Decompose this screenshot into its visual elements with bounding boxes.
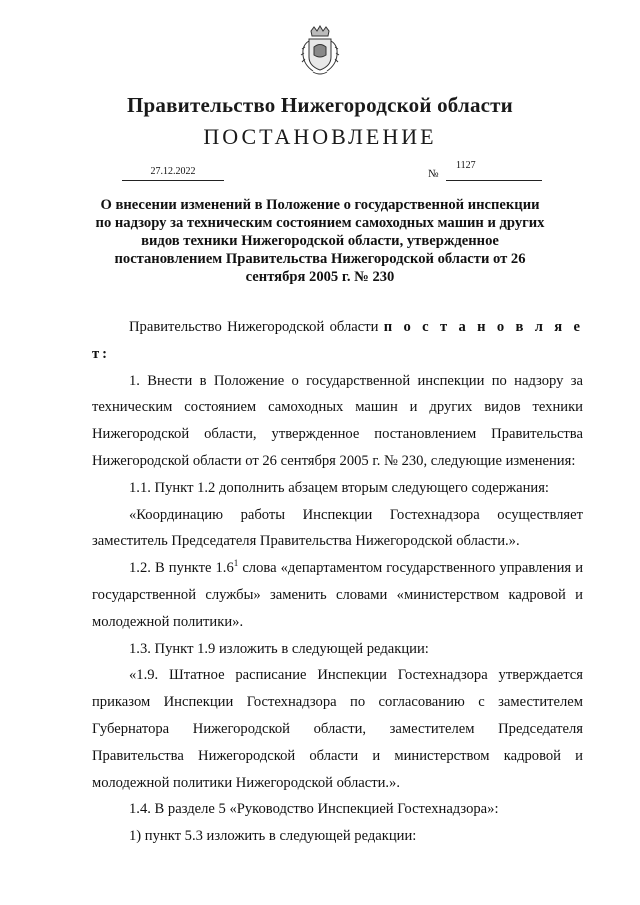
number-sign: № [428,168,439,180]
paragraph-1-4-1: 1) пункт 5.3 изложить в следующей редакции: [129,828,417,845]
paragraph-1: 1. Внести в Положение о государственной инспекции по надзору за техническим состоянием самоходных машин и других видов техники Нижегородской области, утвержденное постановлением Правительства Нижегородской области от 26 сентября 2005 г. № 230, следующие изменения: [92,372,583,469]
document-body [92,314,583,850]
paragraph-1-2-prefix: 1.2. В пункте 1.6 [129,560,234,577]
paragraph-1-2 [92,555,583,635]
paragraph-1-3-quote: «1.9. Штатное расписание Инспекции Гостехнадзора утверждается приказом Инспекции Гостехнадзора по согласованию с заместителем Губернатора Нижегородской области, заместителем Председателя Правительства Нижегородской области и министерством кадровой и молодежной политики Нижегородской области.». [92,667,583,791]
document-type: ПОСТАНОВЛЕНИЕ [203,124,437,149]
intro-paragraph [92,314,583,368]
document-title: О внесении изменений в Положение о государственной инспекции по надзору за техническим состоянием самоходных машин и других видов техники Нижегородской области, утвержденное постановлением Правительства Нижегородской области от 26 сентября 2005 г. № 230 [95,197,545,285]
document-number: 1127 [446,160,542,181]
paragraph-1-2-rest: слова «департаментом государственного управления и государственной службы» заменить словами «министерством кадровой и молодежной политики». [92,560,583,630]
paragraph-1-2-superscript: 1 [233,558,239,569]
paragraph-1-1-quote: «Координацию работы Инспекции Гостехнадзора осуществляет заместитель Председателя Правительства Нижегородской области.». [92,506,583,550]
government-name: Правительство Нижегородской области [127,93,513,117]
paragraph-1-1: 1.1. Пункт 1.2 дополнить абзацем вторым следующего содержания: [129,479,549,496]
paragraph-1-3: 1.3. Пункт 1.9 изложить в следующей редакции: [129,640,429,657]
document-date: 27.12.2022 [122,166,224,181]
intro-prefix: Правительство Нижегородской области [129,319,384,335]
paragraph-1-4: 1.4. В разделе 5 «Руководство Инспекцией Гостехнадзора»: [129,801,499,818]
intro-resolves: п о с т а н о в л я е т: [92,319,584,362]
coat-of-arms-emblem-icon [299,25,341,77]
